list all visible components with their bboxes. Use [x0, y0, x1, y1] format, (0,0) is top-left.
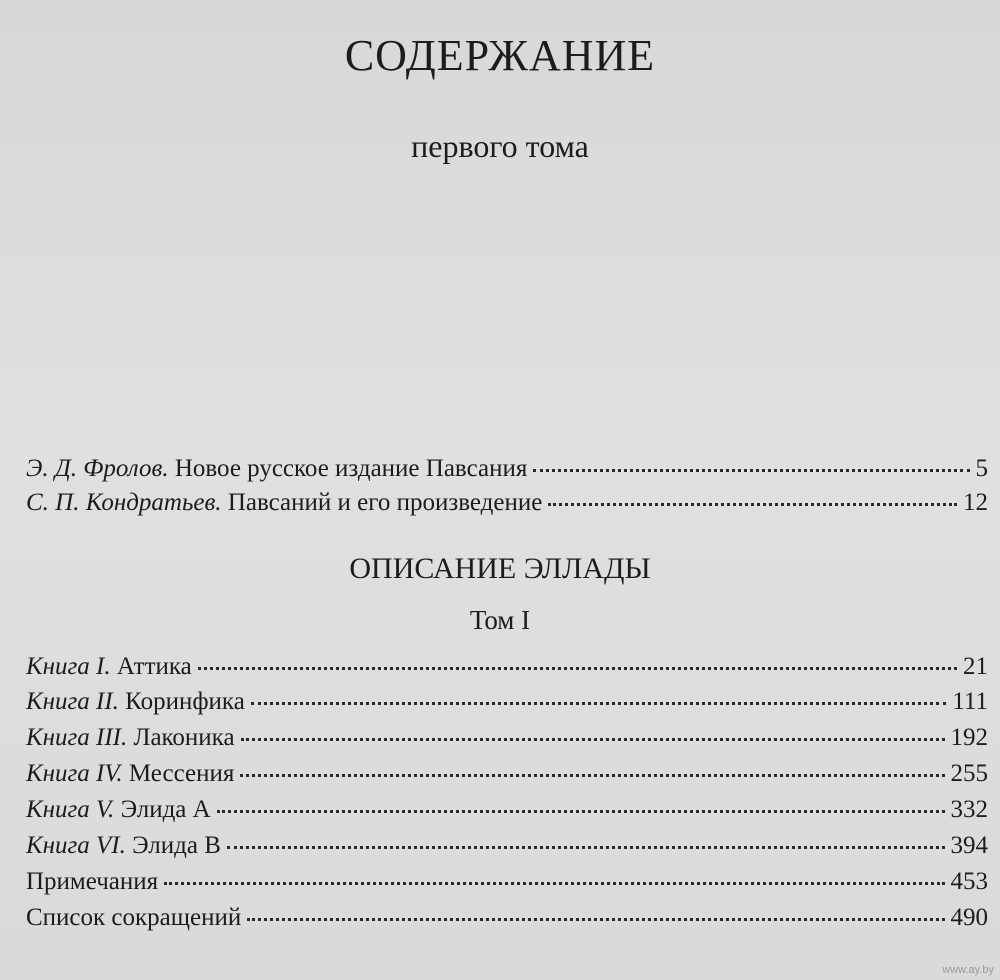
toc-entry-book-1 — [26, 653, 988, 689]
toc-entry-page: 12 — [963, 489, 988, 516]
dot-leader — [227, 846, 945, 849]
toc-entry-title — [26, 688, 245, 716]
dot-leader — [240, 774, 944, 777]
toc-entry-text: Павсаний и его произведение — [227, 489, 543, 516]
toc-entry-title — [26, 832, 221, 860]
toc-entry-frolov — [26, 455, 988, 491]
toc-entry-page: 21 — [963, 653, 988, 680]
dot-leader — [164, 882, 944, 885]
toc-entry-text: Коринфика — [125, 688, 245, 715]
toc-entry-book-label: Книга VI. — [26, 832, 126, 859]
toc-entry-book-4 — [26, 760, 988, 796]
toc-entry-page: 490 — [950, 904, 988, 931]
toc-entry-text: Элида А — [120, 796, 211, 823]
toc-entry-text: Мессения — [128, 760, 235, 787]
toc-entry-page: 332 — [950, 796, 988, 823]
toc-entry-text: Аттика — [116, 653, 192, 680]
toc-entry-page: 453 — [950, 868, 988, 895]
dot-leader — [241, 738, 945, 741]
toc-entry-title — [26, 489, 542, 517]
toc-entry-notes — [26, 868, 988, 904]
toc-entry-page: 5 — [975, 455, 988, 482]
toc-entry-kondratyev — [26, 489, 988, 525]
section-title: ОПИСАНИЕ ЭЛЛАДЫ — [349, 552, 651, 585]
toc-entry-text: Список сокращений — [26, 904, 242, 931]
dot-leader — [198, 667, 957, 670]
toc-entry-text: Лаконика — [133, 724, 235, 751]
toc-entry-title — [26, 455, 527, 483]
dot-leader — [533, 469, 969, 472]
volume-label: Том I — [469, 605, 531, 635]
toc-entry-abbreviations — [26, 904, 988, 940]
toc-entry-text: Примечания — [26, 868, 159, 895]
toc-entry-book-2 — [26, 688, 988, 724]
toc-entry-book-5 — [26, 796, 988, 832]
dot-leader — [247, 918, 944, 921]
toc-entry-book-label: Книга V. — [26, 796, 115, 823]
toc-entry-book-label: Книга II. — [26, 688, 119, 715]
page-subtitle: первого тома — [411, 128, 589, 164]
toc-entry-book-label: Книга I. — [26, 653, 111, 680]
toc-entry-title — [26, 760, 234, 788]
dot-leader — [251, 702, 947, 705]
toc-entry-title — [26, 724, 235, 752]
toc-entry-author: С. П. Кондратьев. — [26, 489, 222, 516]
toc-entry-page: 394 — [950, 832, 988, 859]
toc-entry-title — [26, 653, 192, 681]
watermark: www.ay.by — [942, 964, 994, 976]
toc-entry-page: 111 — [952, 688, 988, 715]
toc-entry-book-6 — [26, 832, 988, 868]
toc-entry-text: Элида В — [132, 832, 221, 859]
toc-entry-title — [26, 796, 211, 824]
toc-entry-book-label: Книга III. — [26, 724, 128, 751]
toc-entry-page: 255 — [950, 760, 988, 787]
dot-leader — [217, 810, 945, 813]
page-title: СОДЕРЖАНИЕ — [344, 31, 656, 80]
toc-entry-author: Э. Д. Фролов. — [26, 455, 169, 482]
toc-entry-text: Новое русское издание Павсания — [174, 455, 528, 482]
toc-entry-page: 192 — [950, 724, 988, 751]
dot-leader — [548, 503, 957, 506]
toc-entry-book-label: Книга IV. — [26, 760, 123, 787]
toc-entry-book-3 — [26, 724, 988, 760]
